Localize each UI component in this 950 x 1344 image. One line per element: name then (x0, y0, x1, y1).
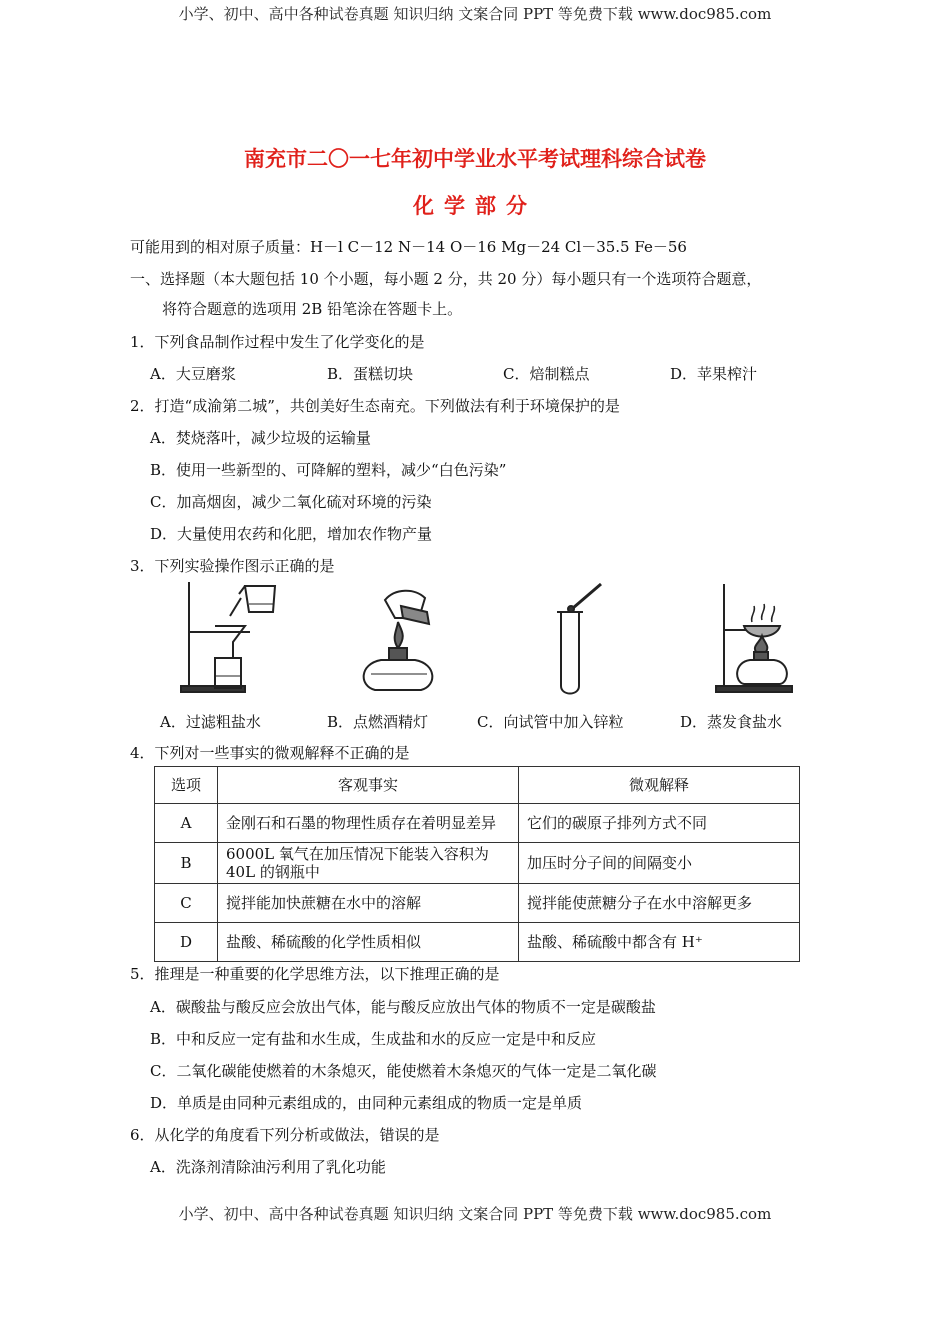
q2-option-b: B．使用一些新型的、可降解的塑料，减少“白色污染” (150, 461, 507, 479)
q2-option-d: D．大量使用农药和化肥，增加农作物产量 (150, 525, 433, 543)
table-cell: 加压时分子间的间隔变小 (519, 843, 800, 884)
table-header-cell: 选项 (155, 767, 218, 804)
q1-option-c: C．焙制糕点 (503, 365, 590, 383)
exam-subtitle: 化学部分 (413, 194, 537, 218)
q2-option-c: C．加高烟囱，减少二氧化硫对环境的污染 (150, 493, 432, 511)
q2-option-a: A．焚烧落叶，减少垃圾的运输量 (150, 429, 371, 447)
evaporation-apparatus-figure (700, 578, 820, 696)
table-row (155, 843, 800, 884)
footer-banner: 小学、初中、高中各种试卷真题 知识归纳 文案合同 PPT 等免费下载 www.doc985.com (178, 1205, 772, 1223)
table-cell: 6000L 氧气在加压情况下能装入容积为 40L 的钢瓶中 (218, 843, 519, 884)
question-5-stem: 5．推理是一种重要的化学思维方法，以下推理正确的是 (130, 965, 500, 983)
q1-option-a: A．大豆磨浆 (150, 365, 236, 383)
table-header-cell: 客观事实 (218, 767, 519, 804)
exam-title: 南充市二〇一七年初中学业水平考试理科综合试卷 (244, 147, 706, 171)
question-6-stem: 6．从化学的角度看下列分析或做法，错误的是 (130, 1126, 440, 1144)
section-instructions-2: 将符合题意的选项用 2B 铅笔涂在答题卡上。 (162, 300, 463, 318)
q5-option-d: D．单质是由同种元素组成的，由同种元素组成的物质一定是单质 (150, 1094, 583, 1112)
question-3-stem: 3．下列实验操作图示正确的是 (130, 557, 335, 575)
table-cell: 盐酸、稀硫酸中都含有 H⁺ (519, 923, 800, 962)
table-cell: 搅拌能使蔗糖分子在水中溶解更多 (519, 884, 800, 923)
question-4-stem: 4．下列对一些事实的微观解释不正确的是 (130, 744, 410, 762)
section-instructions-1: 一、选择题（本大题包括 10 个小题，每小题 2 分，共 20 分）每小题只有一个选项符合题意， (130, 270, 762, 288)
alcohol-lamp-figure (345, 578, 465, 696)
atomic-mass-line: 可能用到的相对原子质量：H－l C－12 N－14 O－16 Mg－24 Cl－35.5 Fe－56 (130, 238, 687, 256)
header-banner: 小学、初中、高中各种试卷真题 知识归纳 文案合同 PPT 等免费下载 www.doc985.com (178, 5, 772, 23)
question-2-stem: 2．打造“成渝第二城”，共创美好生态南充。下列做法有利于环境保护的是 (130, 397, 620, 415)
q3-option-a: A．过滤粗盐水 (160, 713, 261, 731)
q3-option-d: D．蒸发食盐水 (680, 713, 783, 731)
table-row (155, 923, 800, 962)
table-row (155, 884, 800, 923)
table-row (155, 804, 800, 843)
test-tube-figure (535, 578, 645, 696)
table-cell: D (155, 923, 218, 962)
q3-option-b: B．点燃酒精灯 (327, 713, 429, 731)
q4-table (154, 766, 800, 962)
table-cell: 它们的碳原子排列方式不同 (519, 804, 800, 843)
table-cell: C (155, 884, 218, 923)
table-header-cell: 微观解释 (519, 767, 800, 804)
table-cell: 搅拌能加快蔗糖在水中的溶解 (218, 884, 519, 923)
table-header-row (155, 767, 800, 804)
table-cell: B (155, 843, 218, 884)
q5-option-a: A．碳酸盐与酸反应会放出气体，能与酸反应放出气体的物质不一定是碳酸盐 (150, 998, 656, 1016)
q5-option-b: B．中和反应一定有盐和水生成，生成盐和水的反应一定是中和反应 (150, 1030, 597, 1048)
table-cell: 盐酸、稀硫酸的化学性质相似 (218, 923, 519, 962)
q1-option-b: B．蛋糕切块 (327, 365, 414, 383)
q6-option-a: A．洗涤剂清除油污利用了乳化功能 (150, 1158, 386, 1176)
table-cell: 金刚石和石墨的物理性质存在着明显差异 (218, 804, 519, 843)
filtration-apparatus-figure (175, 578, 295, 696)
q3-option-c: C．向试管中加入锌粒 (477, 713, 624, 731)
question-1-stem: 1．下列食品制作过程中发生了化学变化的是 (130, 333, 425, 351)
q1-option-d: D．苹果榨汁 (670, 365, 758, 383)
q5-option-c: C．二氧化碳能使燃着的木条熄灭，能使燃着木条熄灭的气体一定是二氧化碳 (150, 1062, 657, 1080)
q3-apparatus-figures (140, 578, 820, 696)
table-cell: A (155, 804, 218, 843)
